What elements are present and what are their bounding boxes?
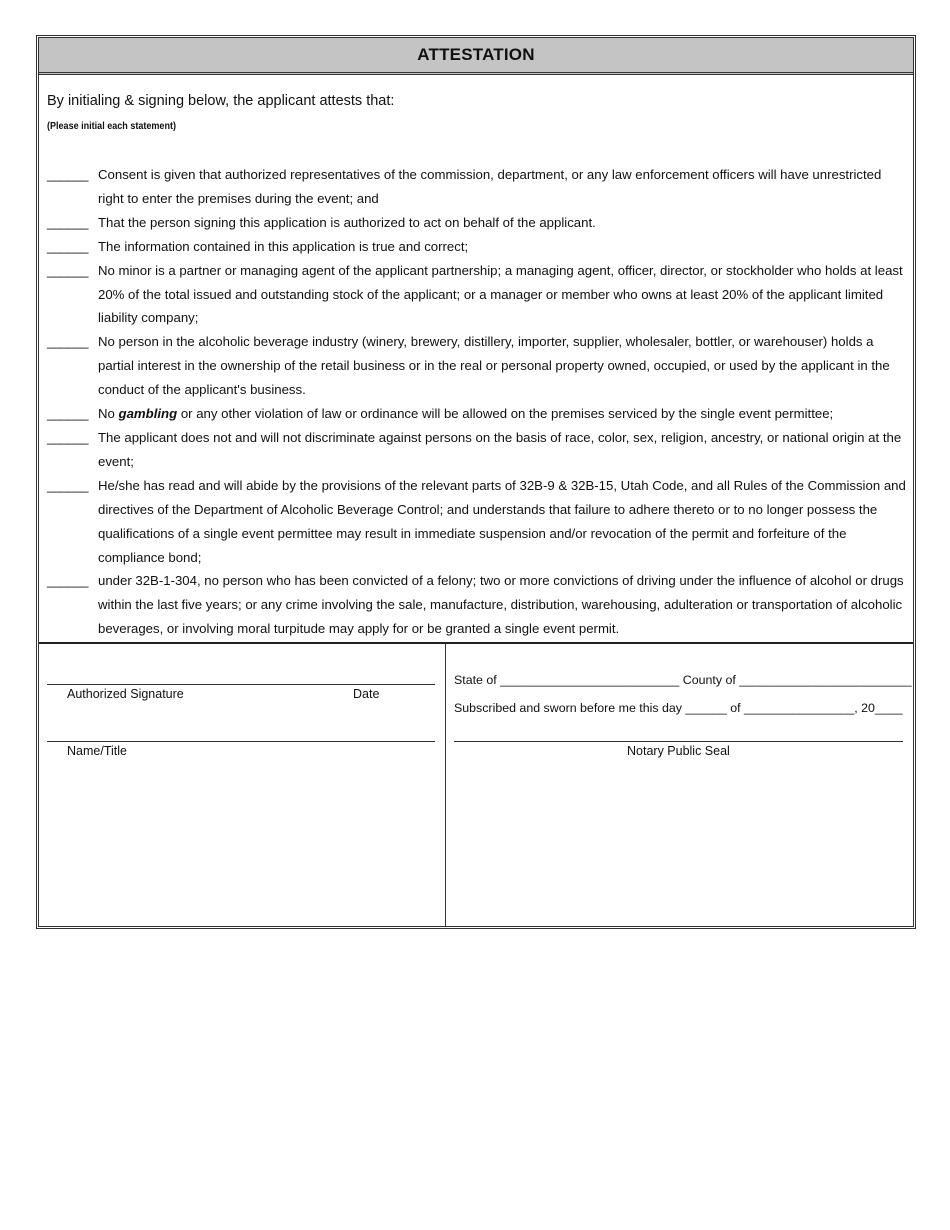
statement-text-4: No minor is a partner or managing agent of the applicant partnership; a managing agent, officer, director, or stockholder who holds at least 20% of the total issued and outstanding stock of the applicant; or a manager or member who owns at least 20% of the applicant limited liability company; (98, 262, 903, 326)
section-divider (39, 642, 913, 644)
statement-2 (47, 211, 909, 235)
statement-6-post: or any other violation of law or ordinance will be allowed on the premises serviced by the single event permittee; (177, 406, 834, 422)
statement-3 (47, 235, 909, 259)
statement-text-5: No person in the alcoholic beverage industry (winery, brewery, distillery, importer, supplier, wholesaler, bottler, or warehouser) holds a partial interest in the ownership of the retail business or in the real or personal property owned, occupied, or used by the applicant in the conduct of the applicant's business. (98, 334, 890, 398)
statement-text-6 (98, 402, 909, 426)
statement-text-8: He/she has read and will abide by the provisions of the relevant parts of 32B-9 & 32B-15, Utah Code, and all Rules of the Commission and directives of the Department of Alcoholic Beverage Control; and understands that failure to adhere thereto or to no longer possess the qualifications of a single event permittee may result in immediate suspension and/or revocation of the permit and forfeiture of the compliance bond; (98, 477, 906, 565)
statement-6 (47, 402, 909, 426)
column-divider (445, 644, 446, 926)
initial-blank-5[interactable]: ______ (47, 334, 89, 350)
date-label: Date (353, 687, 380, 701)
initial-blank-3[interactable]: ______ (47, 238, 89, 254)
statement-text-1: Consent is given that authorized representatives of the commission, department, or any law enforcement officers will have unrestricted right to enter the premises during the event; and (98, 167, 882, 206)
statement-9 (47, 569, 909, 641)
initial-blank-2[interactable]: ______ (47, 214, 89, 230)
statement-1 (47, 163, 909, 211)
statement-8 (47, 474, 909, 570)
statement-7 (47, 426, 909, 474)
subscribed-sworn-line[interactable]: Subscribed and sworn before me this day ______ of ________________, 20____ (454, 701, 903, 715)
name-title-label: Name/Title (67, 744, 127, 758)
initial-blank-7[interactable]: ______ (47, 429, 89, 445)
statement-text-3: The information contained in this application is true and correct; (98, 238, 469, 254)
initial-blank-9[interactable]: ______ (47, 573, 89, 589)
statement-text-2: That the person signing this application is authorized to act on behalf of the applicant. (98, 214, 596, 230)
authorized-signature-line[interactable] (47, 684, 435, 685)
notary-signature-line[interactable] (454, 741, 903, 742)
initial-blank-8[interactable]: ______ (47, 477, 89, 493)
initial-blank-1[interactable]: ______ (47, 167, 89, 182)
attestation-form (36, 35, 916, 929)
state-county-line[interactable]: State of __________________________ County of _________________________ (454, 673, 912, 687)
attestation-header (39, 38, 913, 75)
initial-blank-4[interactable]: ______ (47, 262, 89, 278)
statement-text-9: under 32B-1-304, no person who has been convicted of a felony; two or more convictions of driving under the influence of alcohol or drugs within the last five years; or any crime involving the sale, manufacture, distribution, warehousing, adulteration or transportation of alcoholic beverages, or involving moral turpitude may apply for or be granted a single event permit. (98, 573, 904, 637)
statement-4 (47, 259, 909, 331)
statement-6-pre: No (98, 406, 119, 422)
header-title: ATTESTATION (417, 45, 535, 64)
authorized-signature-label: Authorized Signature (67, 687, 184, 701)
intro-text: By initialing & signing below, the applicant attests that: (47, 93, 395, 109)
notary-public-seal-label: Notary Public Seal (627, 744, 730, 758)
initial-blank-6[interactable]: ______ (47, 406, 89, 422)
statement-list (47, 163, 909, 641)
gambling-emphasis: gambling (118, 406, 178, 422)
initial-note: (Please initial each statement) (47, 120, 176, 132)
statement-5 (47, 330, 909, 402)
name-title-line[interactable] (47, 741, 435, 742)
statement-text-7: The applicant does not and will not discriminate against persons on the basis of race, color, sex, religion, ancestry, or national origin at the event; (98, 429, 902, 469)
